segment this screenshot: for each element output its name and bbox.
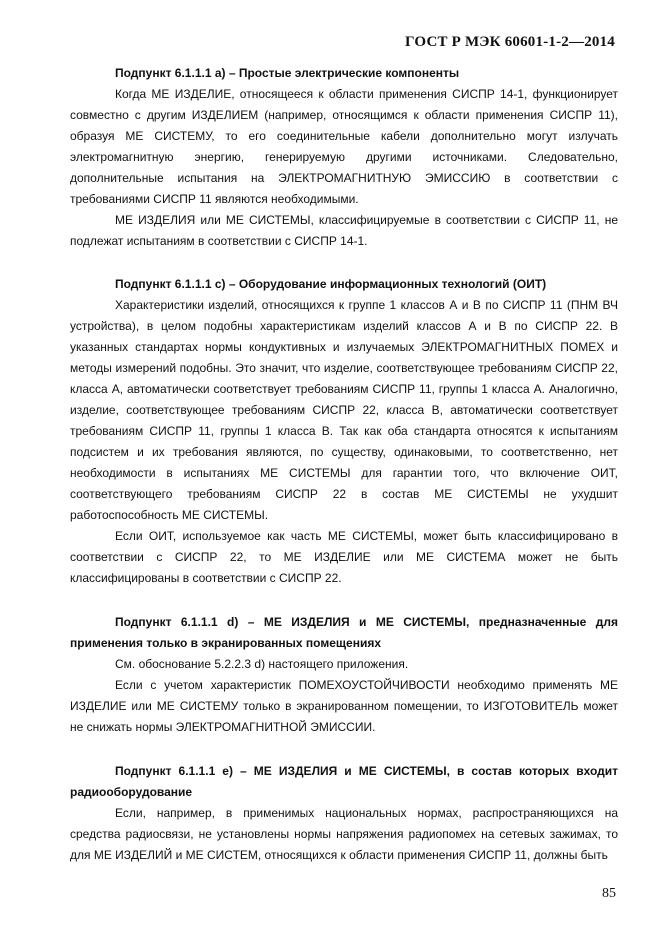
spacer bbox=[70, 252, 618, 274]
subclause-heading: Подпункт 6.1.1.1 d) – МЕ ИЗДЕЛИЯ и МЕ СИСТЕМЫ, предназначенные для применения только в экранированных помещениях bbox=[70, 615, 618, 650]
paragraph: Если, например, в применимых национальных нормах, распространяющихся на средства радиосвязи, не установлены нормы напряжения радиопомех на сетевых зажимах, то для МЕ ИЗДЕЛИЙ и МЕ СИСТЕМ, относящихся к области применения СИСПР 11, должны быть bbox=[70, 806, 618, 862]
spacer bbox=[70, 738, 618, 761]
paragraph: Если с учетом характеристик ПОМЕХОУСТОЙЧИВОСТИ необходимо применять МЕ ИЗДЕЛИЕ или МЕ СИСТЕМУ только в экранированном помещении, то ИЗГОТОВИТЕЛЬ может не снижать нормы ЭЛЕКТРОМАГНИТНОЙ ЭМИССИИ. bbox=[70, 678, 618, 734]
paragraph: См. обоснование 5.2.2.3 d) настоящего приложения. bbox=[115, 657, 409, 671]
paragraph: Характеристики изделий, относящихся к группе 1 классов А и В по СИСПР 11 (ПНМ ВЧ устройства), в целом подобны характеристикам изделий классов А и В по СИСПР 22. В указанных стандартах нормы кондуктивных и излучаемых ЭЛЕКТРОМАГНИТНЫХ ПОМЕХ и методы измерений подобны. Это значит, что изделие, соответствующее требованиям СИСПР 22, класса А, автоматически соответствует требованиям СИСПР 11, группы 1 класса А. Аналогично, изделие, соответствующее требованиям СИСПР 22, класса В, автоматически соответствует требованиям СИСПР 11, группы 1 класса В. Так как оба стандарта относятся к испытаниям подсистем и их требования являются, по существу, одинаковыми, то соответственно, нет необходимости в испытаниях МЕ СИСТЕМЫ для гарантии того, что включение ОИТ, соответствующего требованиям СИСПР 22 в состав МЕ СИСТЕМЫ не ухудшит работоспособность МЕ СИСТЕМЫ. bbox=[70, 298, 618, 522]
subclause-heading: Подпункт 6.1.1.1 c) – Оборудование информационных технологий (ОИТ) bbox=[115, 277, 547, 291]
document-body bbox=[70, 63, 618, 866]
subclause-heading: Подпункт 6.1.1.1 a) – Простые электрические компоненты bbox=[115, 66, 460, 80]
paragraph: МЕ ИЗДЕЛИЯ или МЕ СИСТЕМЫ, классифицируемые в соответствии с СИСПР 11, не подлежат испытаниям в соответствии с СИСПР 14-1. bbox=[70, 213, 618, 248]
subclause-heading: Подпункт 6.1.1.1 e) – МЕ ИЗДЕЛИЯ и МЕ СИСТЕМЫ, в состав которых входит радиооборудование bbox=[70, 764, 618, 799]
paragraph: Если ОИТ, используемое как часть МЕ СИСТЕМЫ, может быть классифицировано в соответствии с СИСПР 22, то МЕ ИЗДЕЛИЕ или МЕ СИСТЕМА может не быть классифицированы в соответствии с СИСПР 22. bbox=[70, 529, 618, 585]
paragraph: Когда МЕ ИЗДЕЛИЕ, относящееся к области применения СИСПР 14-1, функционирует совместно с другим ИЗДЕЛИЕМ (например, относящимся к области применения СИСПР 11), образуя МЕ СИСТЕМУ, то его соединительные кабели дополнительно могут излучать электромагнитную энергию, генерируемую другими источниками. Следовательно, дополнительные испытания на ЭЛЕКТРОМАГНИТНУЮ ЭМИССИЮ в соответствии с требованиями СИСПР 11 являются необходимыми. bbox=[70, 87, 618, 206]
page-number: 85 bbox=[602, 886, 616, 901]
standard-header: ГОСТ Р МЭК 60601-1-2—2014 bbox=[405, 34, 615, 50]
spacer bbox=[70, 589, 618, 612]
